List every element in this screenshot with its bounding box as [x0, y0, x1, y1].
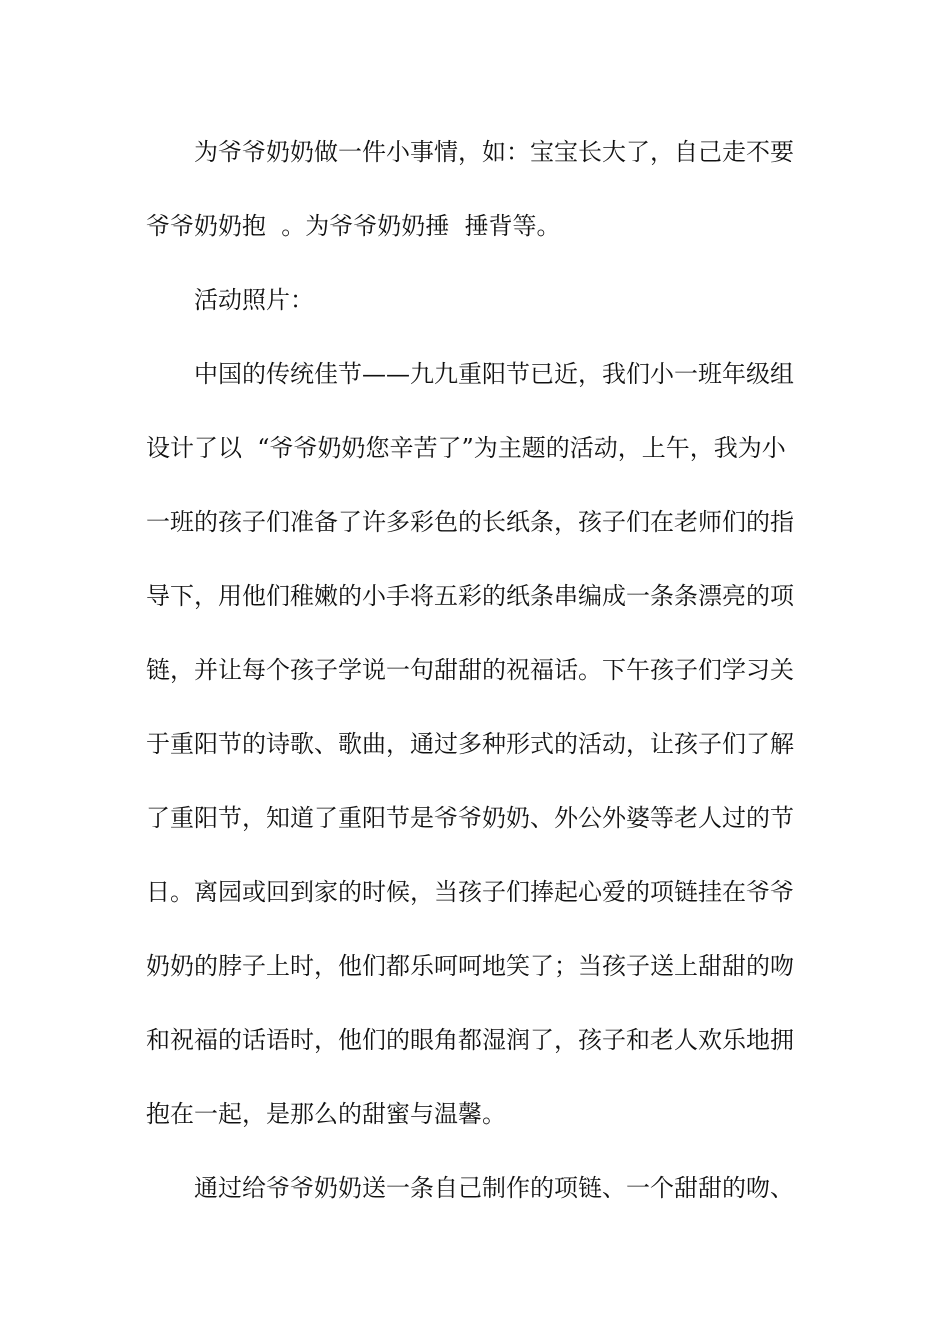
paragraph-4-line-1: 通过给爷爷奶奶送一条自己制作的项链、一个甜甜的吻、 [194, 1174, 794, 1202]
paragraph-3-line-2: 设计了以 “爷爷奶奶您辛苦了”为主题的活动，上午，我为小 [146, 434, 786, 462]
paragraph-1-line-2: 爷爷奶奶抱 。为爷爷奶奶捶 捶背等。 [146, 212, 561, 240]
paragraph-3-line-11: 抱在一起，是那么的甜蜜与温馨。 [146, 1100, 506, 1128]
paragraph-3-line-1: 中国的传统佳节——九九重阳节已近，我们小一班年级组 [194, 360, 794, 388]
paragraph-3-line-9: 奶奶的脖子上时，他们都乐呵呵地笑了；当孩子送上甜甜的吻 [146, 952, 794, 980]
paragraph-3-line-7: 了重阳节，知道了重阳节是爷爷奶奶、外公外婆等老人过的节 [146, 804, 794, 832]
paragraph-3-line-6: 于重阳节的诗歌、歌曲，通过多种形式的活动，让孩子们了解 [146, 730, 794, 758]
paragraph-1-line-1: 为爷爷奶奶做一件小事情，如：宝宝长大了，自己走不要 [194, 138, 794, 166]
paragraph-3-line-8: 日。离园或回到家的时候，当孩子们捧起心爱的项链挂在爷爷 [146, 878, 794, 906]
paragraph-3-line-10: 和祝福的话语时，他们的眼角都湿润了，孩子和老人欢乐地拥 [146, 1026, 794, 1054]
paragraph-3-line-3: 一班的孩子们准备了许多彩色的长纸条，孩子们在老师们的指 [146, 508, 794, 536]
paragraph-3-line-5: 链，并让每个孩子学说一句甜甜的祝福话。下午孩子们学习关 [146, 656, 794, 684]
caption-activity-photos: 活动照片： [194, 286, 314, 314]
paragraph-3-line-4: 导下，用他们稚嫩的小手将五彩的纸条串编成一条条漂亮的项 [146, 582, 794, 610]
